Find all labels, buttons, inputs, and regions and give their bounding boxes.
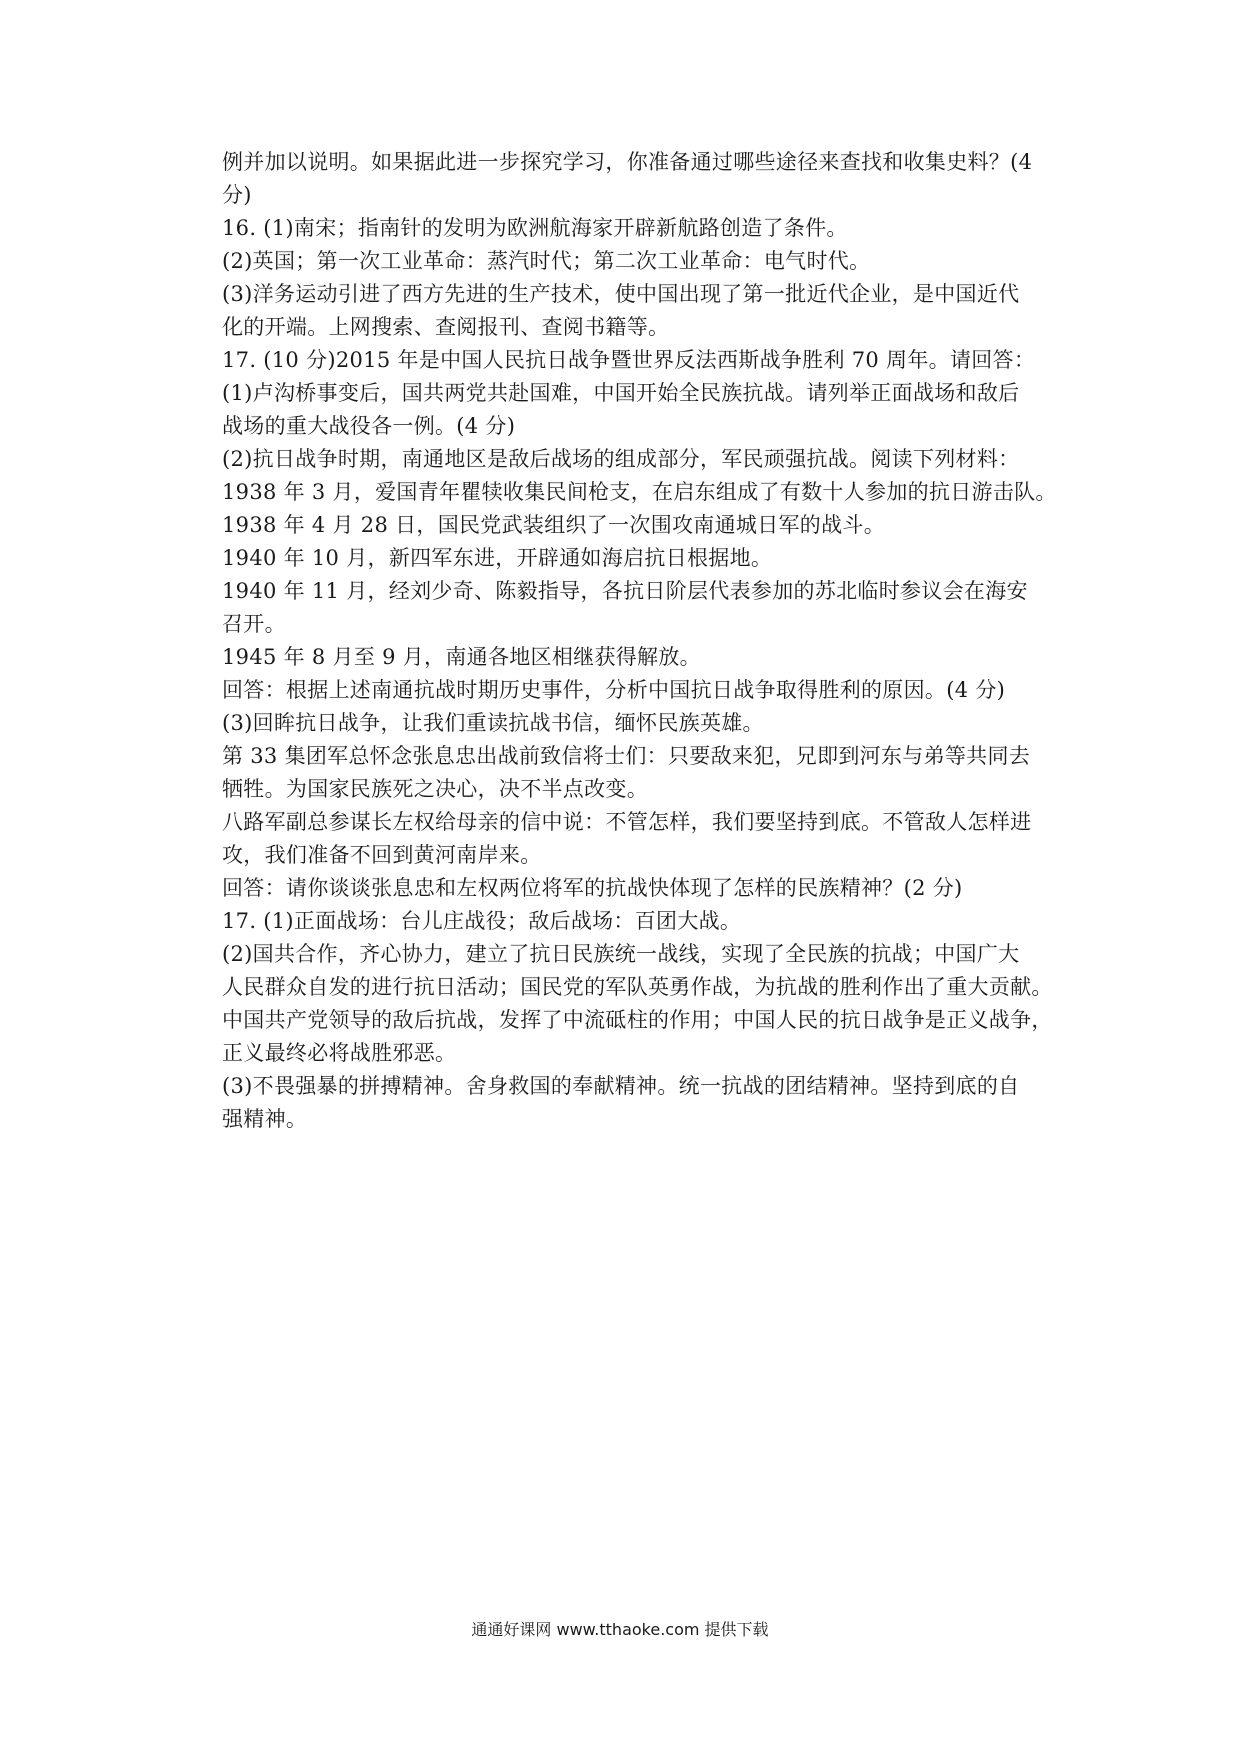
text-line: 攻，我们准备不回到黄河南岸来。 — [222, 843, 542, 867]
text-line: 强精神。 — [222, 1107, 308, 1131]
text-line: (2)英国；第一次工业革命：蒸汽时代；第二次工业革命：电气时代。 — [222, 249, 871, 273]
text-line: 牺牲。为国家民族死之决心，决不半点改变。 — [222, 777, 648, 801]
text-line: 八路军副总参谋长左权给母亲的信中说：不管怎样，我们要坚持到底。不管敌人怎样进 — [222, 810, 1032, 834]
text-line: 召开。 — [222, 612, 286, 636]
text-line: 人民群众自发的进行抗日活动；国民党的军队英勇作战，为抗战的胜利作出了重大贡献。 — [222, 975, 1053, 999]
text-line: 1938 年 3 月，爱国青年瞿犊收集民间枪支，在启东组成了有数十人参加的抗日游击队。 — [222, 480, 1057, 504]
text-line: (2)国共合作，齐心协力，建立了抗日民族统一战线，实现了全民族的抗战；中国广大 — [222, 942, 1020, 966]
text-line: 回答：请你谈谈张息忠和左权两位将军的抗战快体现了怎样的民族精神？(2 分) — [222, 876, 963, 900]
text-line: 例并加以说明。如果据此进一步探究学习，你准备通过哪些途径来查找和收集史料？(4 — [222, 150, 1033, 174]
text-line: (1)卢沟桥事变后，国共两党共赴国难，中国开始全民族抗战。请列举正面战场和敌后 — [222, 381, 1020, 405]
text-line: 化的开端。上网搜索、查阅报刊、查阅书籍等。 — [222, 315, 670, 339]
text-line: 中国共产党领导的敌后抗战，发挥了中流砥柱的作用；中国人民的抗日战争是正义战争， — [222, 1008, 1053, 1032]
text-line: 回答：根据上述南通抗战时期历史事件，分析中国抗日战争取得胜利的原因。(4 分) — [222, 678, 1006, 702]
page-footer: 通通好课网 www.tthaoke.com 提供下载 — [471, 1620, 769, 1639]
document-body — [222, 146, 1057, 1136]
text-line: 17. (1)正面战场：台儿庄战役；敌后战场：百团大战。 — [222, 909, 742, 933]
text-line: 正义最终必将战胜邪恶。 — [222, 1041, 457, 1065]
text-line: 战场的重大战役各一例。(4 分) — [222, 414, 516, 438]
text-line: 1938 年 4 月 28 日，国民党武装组织了一次围攻南通城日军的战斗。 — [222, 513, 885, 537]
text-line: 1940 年 11 月，经刘少奇、陈毅指导，各抗日阶层代表参加的苏北临时参议会在海安 — [222, 579, 1028, 603]
text-line: 第 33 集团军总怀念张息忠出战前致信将士们：只要敌来犯，兄即到河东与弟等共同去 — [222, 744, 1031, 768]
text-line: 17. (10 分)2015 年是中国人民抗日战争暨世界反法西斯战争胜利 70 周年。请回答： — [222, 348, 1036, 372]
text-line: (3)洋务运动引进了西方先进的生产技术，使中国出现了第一批近代企业，是中国近代 — [222, 282, 1020, 306]
text-line: 16. (1)南宋；指南针的发明为欧洲航海家开辟新航路创造了条件。 — [222, 216, 848, 240]
text-line: (3)回眸抗日战争，让我们重读抗战书信，缅怀民族英雄。 — [222, 711, 764, 735]
text-line: 1940 年 10 月，新四军东进，开辟通如海启抗日根据地。 — [222, 546, 773, 570]
text-line: 1945 年 8 月至 9 月，南通各地区相继获得解放。 — [222, 645, 701, 669]
text-line: (2)抗日战争时期，南通地区是敌后战场的组成部分，军民顽强抗战。阅读下列材料： — [222, 447, 1020, 471]
text-line: (3)不畏强暴的拼搏精神。舍身救国的奉献精神。统一抗战的团结精神。坚持到底的自 — [222, 1074, 1020, 1098]
text-line: 分) — [222, 183, 252, 207]
